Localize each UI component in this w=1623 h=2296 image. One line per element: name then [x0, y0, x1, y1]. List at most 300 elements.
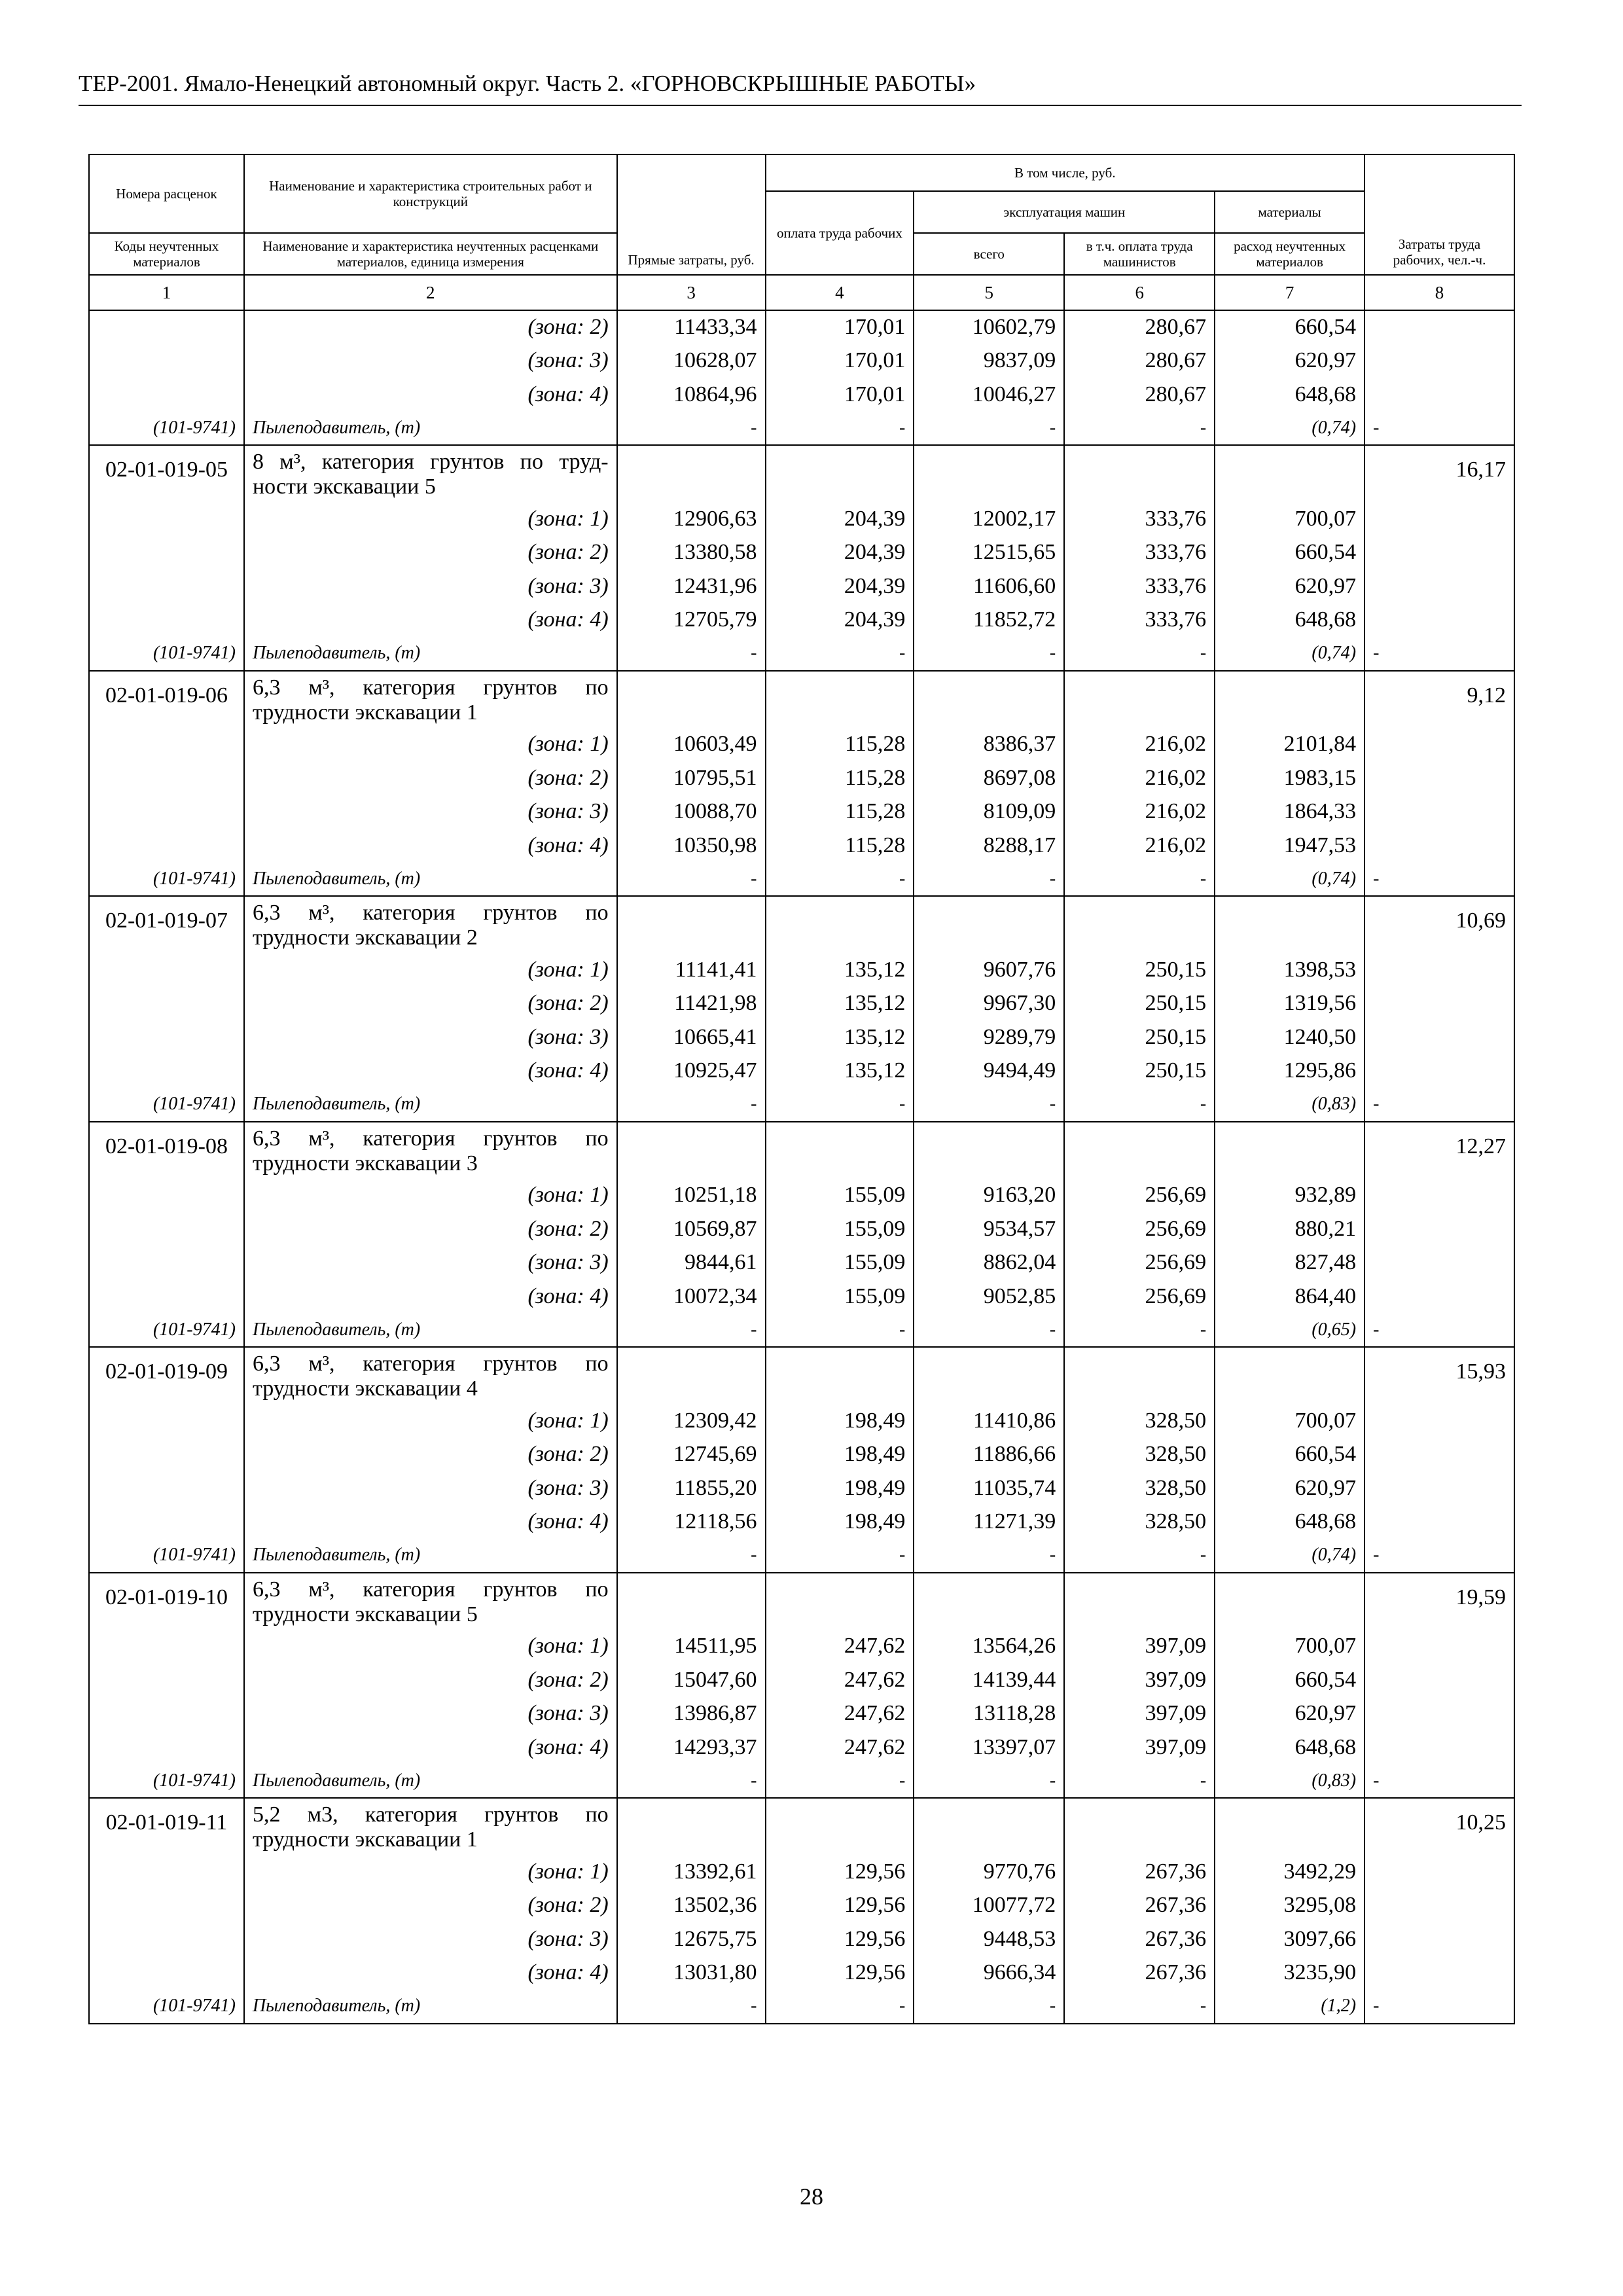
labor-hours-cell — [1364, 987, 1514, 1021]
labor-hours: 19,59 — [1364, 1573, 1514, 1630]
machines-total: 9534,57 — [914, 1212, 1064, 1246]
labor-hours-cell — [1364, 603, 1514, 637]
labor-hours-cell — [1364, 1054, 1514, 1088]
labor-pay: 155,09 — [766, 1246, 914, 1280]
material-direct: - — [617, 1088, 766, 1122]
machinist-pay: 267,36 — [1064, 1922, 1215, 1956]
rate-code: 02-01-019-08 — [89, 1122, 244, 1179]
labor-pay: 129,56 — [766, 1855, 914, 1889]
material-labor-hours: - — [1364, 1765, 1514, 1799]
machinist-pay: 280,67 — [1064, 344, 1215, 378]
labor-hours-cell — [1364, 761, 1514, 795]
machinist-pay: 256,69 — [1064, 1246, 1215, 1280]
zone-label: (зона: 2) — [244, 987, 617, 1021]
code-cell — [89, 344, 244, 378]
zone-row — [89, 1212, 1514, 1246]
material-cost: 648,68 — [1215, 603, 1364, 637]
material-cost: 648,68 — [1215, 1731, 1364, 1765]
machinist-pay: 267,36 — [1064, 1956, 1215, 1990]
col-header-machines: эксплуатация машин — [914, 191, 1215, 233]
material-cost: 3235,90 — [1215, 1956, 1364, 1990]
col-header-group: В том числе, руб. — [766, 154, 1365, 191]
zone-row — [89, 1630, 1514, 1664]
material-cost: 660,54 — [1215, 1438, 1364, 1472]
rate-description — [244, 1347, 617, 1404]
material-cost: 660,54 — [1215, 1663, 1364, 1697]
material-cost: 1398,53 — [1215, 953, 1364, 987]
material-name: Пылеподавитель, (т) — [244, 1088, 617, 1122]
machinist-pay: 250,15 — [1064, 953, 1215, 987]
material-cost: 932,89 — [1215, 1179, 1364, 1213]
machinist-pay: 250,15 — [1064, 1020, 1215, 1054]
machines-total: 9052,85 — [914, 1280, 1064, 1314]
material-labor-hours: - — [1364, 1314, 1514, 1348]
zone-row — [89, 1054, 1514, 1088]
code-cell — [89, 987, 244, 1021]
zone-label: (зона: 1) — [244, 1630, 617, 1664]
code-cell — [89, 1404, 244, 1438]
description-line-2: трудности экскавации 2 — [252, 925, 478, 950]
machines-total: 9607,76 — [914, 953, 1064, 987]
description-line-2: трудности экскавации 5 — [252, 1602, 478, 1626]
zone-label: (зона: 3) — [244, 1020, 617, 1054]
material-code: (101-9741) — [89, 1088, 244, 1122]
machines-total: 8697,08 — [914, 761, 1064, 795]
machines-total: 8288,17 — [914, 829, 1064, 863]
machines-total: 12515,65 — [914, 536, 1064, 570]
material-machines: - — [914, 1088, 1064, 1122]
machinist-pay: 397,09 — [1064, 1630, 1215, 1664]
material-cost: 620,97 — [1215, 569, 1364, 603]
labor-hours: 10,69 — [1364, 896, 1514, 953]
machinist-pay: 216,02 — [1064, 761, 1215, 795]
empty-cell — [1064, 1573, 1215, 1630]
zone-label: (зона: 3) — [244, 1471, 617, 1505]
material-machinist: - — [1064, 1765, 1215, 1799]
zone-row — [89, 1956, 1514, 1990]
material-labor-hours: - — [1364, 863, 1514, 897]
labor-hours-cell — [1364, 1956, 1514, 1990]
material-name: Пылеподавитель, (т) — [244, 863, 617, 897]
labor-pay: 135,12 — [766, 953, 914, 987]
material-cost: 620,97 — [1215, 1471, 1364, 1505]
machines-total: 13564,26 — [914, 1630, 1064, 1664]
labor-hours-cell — [1364, 1438, 1514, 1472]
machines-total: 11035,74 — [914, 1471, 1064, 1505]
code-cell — [89, 795, 244, 829]
machinist-pay: 333,76 — [1064, 502, 1215, 536]
machinist-pay: 333,76 — [1064, 603, 1215, 637]
rate-entry-row — [89, 671, 1514, 728]
zone-row — [89, 344, 1514, 378]
material-code: (101-9741) — [89, 412, 244, 446]
material-code: (101-9741) — [89, 1314, 244, 1348]
labor-hours: 9,12 — [1364, 671, 1514, 728]
labor-hours-cell — [1364, 1471, 1514, 1505]
empty-cell — [1215, 671, 1364, 728]
labor-pay: 155,09 — [766, 1280, 914, 1314]
zone-row — [89, 1731, 1514, 1765]
empty-cell — [617, 1573, 766, 1630]
material-cost: 620,97 — [1215, 344, 1364, 378]
machinist-pay: 397,09 — [1064, 1663, 1215, 1697]
labor-pay: 129,56 — [766, 1889, 914, 1923]
material-row — [89, 1088, 1514, 1122]
col-header-name-bottom: Наименование и характеристика неучтенных расценками материалов, единица измерения — [244, 233, 617, 275]
material-cost: 660,54 — [1215, 536, 1364, 570]
empty-cell — [1064, 671, 1215, 728]
col-number: 4 — [766, 275, 914, 310]
zone-label: (зона: 4) — [244, 1731, 617, 1765]
code-cell — [89, 1889, 244, 1923]
zone-row — [89, 1471, 1514, 1505]
zone-row — [89, 761, 1514, 795]
material-direct: - — [617, 1765, 766, 1799]
material-code: (101-9741) — [89, 1539, 244, 1573]
labor-hours-cell — [1364, 1630, 1514, 1664]
labor-pay: 247,62 — [766, 1697, 914, 1731]
rate-entry-row — [89, 896, 1514, 953]
code-cell — [89, 1505, 244, 1539]
rate-code: 02-01-019-10 — [89, 1573, 244, 1630]
material-cost: 1240,50 — [1215, 1020, 1364, 1054]
zone-label: (зона: 2) — [244, 536, 617, 570]
material-cost: 3492,29 — [1215, 1855, 1364, 1889]
machines-total: 9666,34 — [914, 1956, 1064, 1990]
material-cost: 3295,08 — [1215, 1889, 1364, 1923]
labor-pay: 155,09 — [766, 1212, 914, 1246]
empty-cell — [1064, 1347, 1215, 1404]
rate-description — [244, 896, 617, 953]
machines-total: 8386,37 — [914, 728, 1064, 762]
labor-pay: 247,62 — [766, 1663, 914, 1697]
rate-description — [244, 1122, 617, 1179]
labor-pay: 115,28 — [766, 829, 914, 863]
direct-cost: 11433,34 — [617, 310, 766, 344]
zone-row — [89, 1020, 1514, 1054]
labor-hours: 16,17 — [1364, 445, 1514, 502]
zone-label: (зона: 4) — [244, 1280, 617, 1314]
material-usage: (0,83) — [1215, 1088, 1364, 1122]
empty-cell — [1215, 445, 1364, 502]
direct-cost: 11141,41 — [617, 953, 766, 987]
code-cell — [89, 761, 244, 795]
labor-pay: 135,12 — [766, 1054, 914, 1088]
labor-pay: 198,49 — [766, 1438, 914, 1472]
direct-cost: 13502,36 — [617, 1889, 766, 1923]
zone-row — [89, 569, 1514, 603]
labor-hours: 12,27 — [1364, 1122, 1514, 1179]
material-cost: 1319,56 — [1215, 987, 1364, 1021]
machines-total: 9448,53 — [914, 1922, 1064, 1956]
labor-hours-cell — [1364, 1731, 1514, 1765]
material-row — [89, 1314, 1514, 1348]
direct-cost: 12118,56 — [617, 1505, 766, 1539]
code-cell — [89, 1956, 244, 1990]
machinist-pay: 333,76 — [1064, 536, 1215, 570]
material-labor: - — [766, 412, 914, 446]
material-direct: - — [617, 1990, 766, 2024]
material-labor-hours: - — [1364, 412, 1514, 446]
document-header: ТЕР-2001. Ямало-Ненецкий автономный округ. Часть 2. «ГОРНОВСКРЫШНЫЕ РАБОТЫ» — [79, 71, 976, 96]
labor-hours-cell — [1364, 1855, 1514, 1889]
zone-row — [89, 603, 1514, 637]
direct-cost: 10628,07 — [617, 344, 766, 378]
direct-cost: 15047,60 — [617, 1663, 766, 1697]
machines-total: 9770,76 — [914, 1855, 1064, 1889]
code-cell — [89, 1280, 244, 1314]
direct-cost: 10072,34 — [617, 1280, 766, 1314]
material-row — [89, 1765, 1514, 1799]
machines-total: 11886,66 — [914, 1438, 1064, 1472]
labor-hours-cell — [1364, 1246, 1514, 1280]
machinist-pay: 328,50 — [1064, 1505, 1215, 1539]
empty-cell — [617, 671, 766, 728]
direct-cost: 10350,98 — [617, 829, 766, 863]
labor-pay: 170,01 — [766, 310, 914, 344]
material-code: (101-9741) — [89, 1990, 244, 2024]
zone-row — [89, 953, 1514, 987]
empty-cell — [766, 1573, 914, 1630]
rate-description — [244, 1798, 617, 1855]
description-line-2: трудности экскавации 1 — [252, 700, 478, 725]
material-machinist: - — [1064, 412, 1215, 446]
direct-cost: 13380,58 — [617, 536, 766, 570]
material-usage: (0,83) — [1215, 1765, 1364, 1799]
zone-row — [89, 1404, 1514, 1438]
material-direct: - — [617, 637, 766, 671]
labor-pay: 115,28 — [766, 795, 914, 829]
col-number: 7 — [1215, 275, 1364, 310]
rate-code: 02-01-019-09 — [89, 1347, 244, 1404]
machines-total: 11852,72 — [914, 603, 1064, 637]
labor-hours-cell — [1364, 536, 1514, 570]
material-labor-hours: - — [1364, 1088, 1514, 1122]
direct-cost: 12675,75 — [617, 1922, 766, 1956]
empty-cell — [914, 1347, 1064, 1404]
direct-cost: 12431,96 — [617, 569, 766, 603]
zone-row — [89, 1505, 1514, 1539]
col-header-material-usage: расход неучтенных материалов — [1215, 233, 1364, 275]
labor-hours-cell — [1364, 1404, 1514, 1438]
machines-total: 11606,60 — [914, 569, 1064, 603]
material-row — [89, 863, 1514, 897]
material-machines: - — [914, 1539, 1064, 1573]
zone-label: (зона: 1) — [244, 953, 617, 987]
zone-row — [89, 1889, 1514, 1923]
material-usage: (0,74) — [1215, 412, 1364, 446]
empty-cell — [1215, 1347, 1364, 1404]
direct-cost: 10925,47 — [617, 1054, 766, 1088]
material-labor: - — [766, 1314, 914, 1348]
machines-total: 12002,17 — [914, 502, 1064, 536]
material-cost: 864,40 — [1215, 1280, 1364, 1314]
zone-row — [89, 1179, 1514, 1213]
machinist-pay: 256,69 — [1064, 1280, 1215, 1314]
code-cell — [89, 1212, 244, 1246]
material-labor: - — [766, 637, 914, 671]
description-line-1: 6,3 м³, категория грунтов по — [252, 1126, 609, 1151]
zone-row — [89, 795, 1514, 829]
code-cell — [89, 953, 244, 987]
code-cell — [89, 1697, 244, 1731]
labor-pay: 198,49 — [766, 1471, 914, 1505]
direct-cost: 10665,41 — [617, 1020, 766, 1054]
code-cell — [89, 1179, 244, 1213]
material-cost: 1983,15 — [1215, 761, 1364, 795]
machines-total: 9494,49 — [914, 1054, 1064, 1088]
col-header-labor-hours: Затраты труда рабочих, чел.-ч. — [1364, 154, 1514, 275]
code-cell — [89, 603, 244, 637]
material-code: (101-9741) — [89, 863, 244, 897]
empty-cell — [766, 1122, 914, 1179]
machines-total: 9837,09 — [914, 344, 1064, 378]
material-cost: 648,68 — [1215, 1505, 1364, 1539]
material-cost: 1947,53 — [1215, 829, 1364, 863]
empty-cell — [1215, 896, 1364, 953]
col-number: 5 — [914, 275, 1064, 310]
zone-label: (зона: 1) — [244, 1404, 617, 1438]
zone-row — [89, 1438, 1514, 1472]
labor-pay: 204,39 — [766, 603, 914, 637]
material-machinist: - — [1064, 1990, 1215, 2024]
machines-total: 9289,79 — [914, 1020, 1064, 1054]
machinist-pay: 333,76 — [1064, 569, 1215, 603]
machinist-pay: 280,67 — [1064, 378, 1215, 412]
description-line-2: трудности экскавации 3 — [252, 1151, 478, 1175]
zone-label: (зона: 2) — [244, 310, 617, 344]
machinist-pay: 250,15 — [1064, 1054, 1215, 1088]
code-cell — [89, 1922, 244, 1956]
direct-cost: 13392,61 — [617, 1855, 766, 1889]
labor-hours-cell — [1364, 378, 1514, 412]
labor-hours-cell — [1364, 1697, 1514, 1731]
direct-cost: 14293,37 — [617, 1731, 766, 1765]
direct-cost: 10251,18 — [617, 1179, 766, 1213]
material-code: (101-9741) — [89, 637, 244, 671]
material-cost: 1864,33 — [1215, 795, 1364, 829]
machines-total: 10602,79 — [914, 310, 1064, 344]
empty-cell — [1215, 1573, 1364, 1630]
zone-label: (зона: 1) — [244, 1179, 617, 1213]
direct-cost: 12745,69 — [617, 1438, 766, 1472]
rate-code: 02-01-019-11 — [89, 1798, 244, 1855]
material-cost: 700,07 — [1215, 502, 1364, 536]
material-direct: - — [617, 863, 766, 897]
header-rule — [79, 105, 1522, 106]
material-name: Пылеподавитель, (т) — [244, 1990, 617, 2024]
empty-cell — [1215, 1122, 1364, 1179]
machines-total: 11271,39 — [914, 1505, 1064, 1539]
empty-cell — [766, 671, 914, 728]
labor-hours-cell — [1364, 829, 1514, 863]
material-cost: 880,21 — [1215, 1212, 1364, 1246]
material-usage: (0,74) — [1215, 1539, 1364, 1573]
code-cell — [89, 1438, 244, 1472]
code-cell — [89, 310, 244, 344]
zone-label: (зона: 3) — [244, 1922, 617, 1956]
col-number: 8 — [1364, 275, 1514, 310]
labor-hours-cell — [1364, 1020, 1514, 1054]
zone-row — [89, 1855, 1514, 1889]
material-cost: 620,97 — [1215, 1697, 1364, 1731]
direct-cost: 10603,49 — [617, 728, 766, 762]
empty-cell — [617, 1347, 766, 1404]
material-labor-hours: - — [1364, 1990, 1514, 2024]
machinist-pay: 328,50 — [1064, 1404, 1215, 1438]
direct-cost: 9844,61 — [617, 1246, 766, 1280]
machines-total: 9163,20 — [914, 1179, 1064, 1213]
material-direct: - — [617, 412, 766, 446]
zone-label: (зона: 4) — [244, 1956, 617, 1990]
col-header-machinist-pay: в т.ч. оплата труда машинистов — [1064, 233, 1215, 275]
empty-cell — [914, 1798, 1064, 1855]
labor-hours: 15,93 — [1364, 1347, 1514, 1404]
machines-total: 10077,72 — [914, 1889, 1064, 1923]
machinist-pay: 256,69 — [1064, 1212, 1215, 1246]
rate-entry-row — [89, 1122, 1514, 1179]
code-cell — [89, 1731, 244, 1765]
direct-cost: 11855,20 — [617, 1471, 766, 1505]
zone-row — [89, 1922, 1514, 1956]
labor-pay: 204,39 — [766, 502, 914, 536]
material-cost: 3097,66 — [1215, 1922, 1364, 1956]
material-row — [89, 412, 1514, 446]
machinist-pay: 397,09 — [1064, 1697, 1215, 1731]
zone-label: (зона: 1) — [244, 1855, 617, 1889]
code-cell — [89, 1054, 244, 1088]
labor-pay: 135,12 — [766, 987, 914, 1021]
empty-cell — [914, 445, 1064, 502]
description-line-1: 6,3 м³, категория грунтов по — [252, 1577, 609, 1602]
material-machinist: - — [1064, 1539, 1215, 1573]
machinist-pay: 267,36 — [1064, 1855, 1215, 1889]
rate-entry-row — [89, 1573, 1514, 1630]
empty-cell — [914, 671, 1064, 728]
code-cell — [89, 728, 244, 762]
direct-cost: 11421,98 — [617, 987, 766, 1021]
empty-cell — [1064, 1122, 1215, 1179]
col-header-machines-total: всего — [914, 233, 1064, 275]
material-usage: (1,2) — [1215, 1990, 1364, 2024]
zone-row — [89, 1663, 1514, 1697]
code-cell — [89, 502, 244, 536]
machinist-pay: 267,36 — [1064, 1889, 1215, 1923]
machines-total: 13397,07 — [914, 1731, 1064, 1765]
labor-hours-cell — [1364, 502, 1514, 536]
zone-label: (зона: 4) — [244, 1054, 617, 1088]
machines-total: 13118,28 — [914, 1697, 1064, 1731]
material-labor-hours: - — [1364, 637, 1514, 671]
labor-pay: 204,39 — [766, 536, 914, 570]
labor-hours-cell — [1364, 310, 1514, 344]
material-labor: - — [766, 1088, 914, 1122]
labor-pay: 135,12 — [766, 1020, 914, 1054]
description-line-2: трудности экскавации 4 — [252, 1376, 478, 1401]
labor-pay: 198,49 — [766, 1505, 914, 1539]
machines-total: 11410,86 — [914, 1404, 1064, 1438]
zone-label: (зона: 2) — [244, 1438, 617, 1472]
material-cost: 648,68 — [1215, 378, 1364, 412]
description-line-2: ности экскавации 5 — [252, 475, 436, 499]
table-header — [89, 154, 1514, 310]
empty-cell — [766, 896, 914, 953]
material-labor-hours: - — [1364, 1539, 1514, 1573]
machines-total: 8862,04 — [914, 1246, 1064, 1280]
rate-entry-row — [89, 1798, 1514, 1855]
material-name: Пылеподавитель, (т) — [244, 1539, 617, 1573]
direct-cost: 13031,80 — [617, 1956, 766, 1990]
